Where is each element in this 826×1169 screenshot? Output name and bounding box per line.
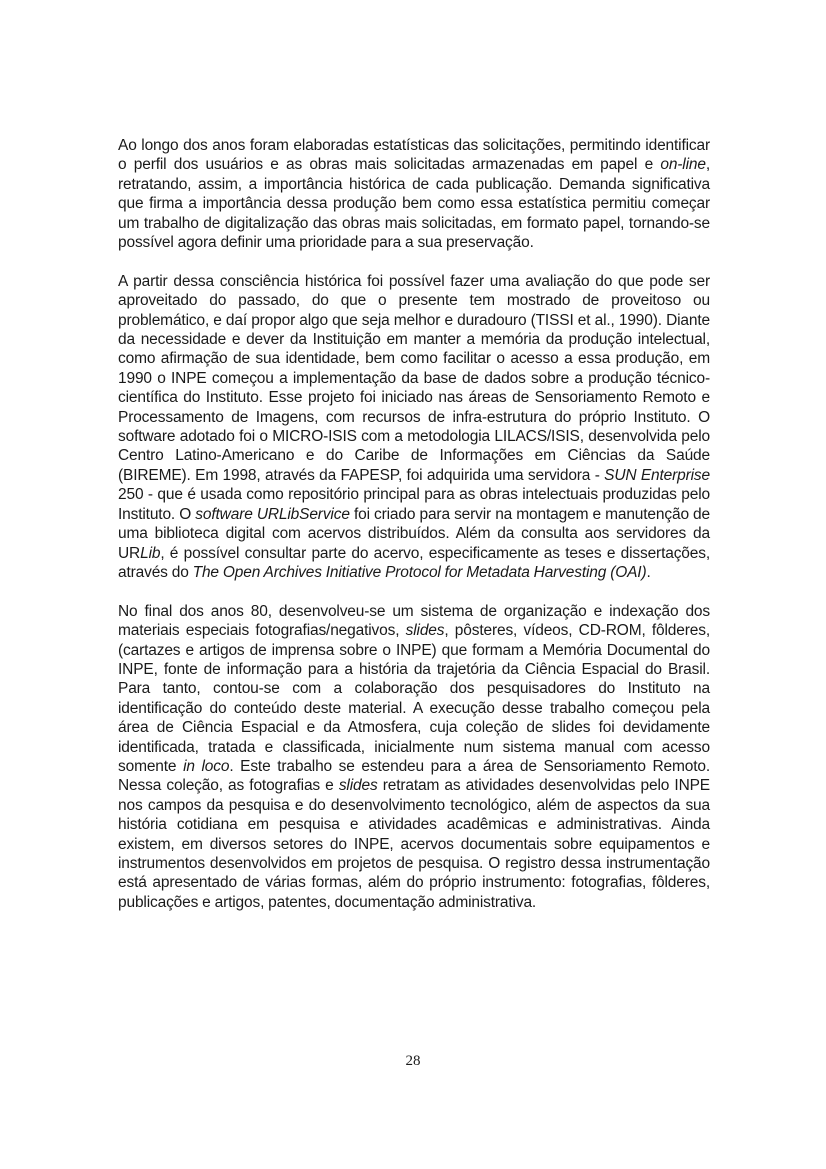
text-run: foi criado para servir na montagem e manutenção de uma biblioteca digital com acervos distribuídos. Além da consulta aos servidores da UR <box>118 505 711 562</box>
text-run: 250 - que é usada como repositório principal para as obras intelectuais produzidas pelo Instituto. O <box>118 486 710 523</box>
paragraph-1 <box>118 136 710 252</box>
italic-text-run: SUN Enterprise <box>604 466 710 484</box>
italic-text-run: software URLibService <box>195 505 350 523</box>
text-run: Ao longo dos anos foram elaboradas estatísticas das solicitações, permitindo identificar o perfil dos usuários e as obras mais solicitadas armazenadas em papel e <box>118 137 710 174</box>
paragraph-2 <box>118 272 710 583</box>
text-run: . <box>646 563 651 581</box>
italic-text-run: Lib <box>140 544 161 562</box>
page-number: 28 <box>405 1053 421 1069</box>
italic-text-run: slides <box>338 777 378 795</box>
italic-text-run: on-line <box>660 156 706 174</box>
text-run: A partir dessa consciência histórica foi possível fazer uma avaliação do que pode ser aproveitado do passado, do que o presente tem mostrado de proveitoso ou problemático, e daí propor algo que seja melhor e duradouro (TISSI et al., 1990). Diante da necessidade e dever da Instituição em manter a memória da produção intelectual, como afirmação de sua identidade, bem como facilitar o acesso a essa produção, em 1990 o INPE começou a implementação da base de dados sobre a produção técnico-científica do Instituto. Esse projeto foi iniciado nas áreas de Sensoriamento Remoto e Processamento de Imagens, com recursos de infra-estrutura do próprio Instituto. O software adotado foi o MICRO-ISIS com a metodologia LILACS/ISIS, desenvolvida pelo Centro Latino-Americano e do Caribe de Informações em Ciências da Saúde (BIREME). Em 1998, através da FAPESP, foi adquirida uma servidora - <box>118 272 710 484</box>
italic-text-run: slides <box>405 622 445 640</box>
italic-text-run: The Open Archives Initiative Protocol for Metadata Harvesting (OAI) <box>192 563 647 581</box>
text-run: No final dos anos 80, desenvolveu-se um sistema de organização e indexação dos materiais especiais fotografias/negativos, <box>118 602 710 640</box>
text-run: , retratando, assim, a importância histórica de cada publicação. Demanda significativa que firma a importância dessa produção bem como essa estatística permitiu começar um trabalho de digitalização das obras mais solicitadas, em formato papel, tornando-se possível agora definir uma prioridade para a sua preservação. <box>118 156 710 252</box>
text-run: . Este trabalho se estendeu para a área de Sensoriamento Remoto. Nessa coleção, as fotografias e <box>118 757 710 795</box>
text-run: retratam as atividades desenvolvidas pelo INPE nos campos da pesquisa e do desenvolvimento tecnológico, além de aspectos da sua história cotidiana em pesquisa e atividades acadêmicas e administrativas. Ainda existem, em diversos setores do INPE, acervos documentais sobre equipamentos e instrumentos desenvolvidos em projetos de pesquisa. O registro dessa instrumentação está apresentado de várias formas, além do próprio instrumento: fotografias, fôlderes, publicações e artigos, patentes, documentação administrativa. <box>118 777 710 911</box>
text-run: , pôsteres, vídeos, CD-ROM, fôlderes, (cartazes e artigos de imprensa sobre o INPE) que formam a Memória Documental do INPE, fonte de informação para a história da trajetória da Ciência Espacial do Brasil. Para tanto, contou-se com a colaboração dos pesquisadores do Instituto na identificação do conteúdo deste material. A execução desse trabalho começou pela área de Ciência Espacial e da Atmosfera, cuja coleção de slides foi devidamente identificada, tratada e classificada, inicialmente num sistema manual com acesso somente <box>118 622 710 775</box>
text-run: , é possível consultar parte do acervo, especificamente as teses e dissertações, através do <box>118 544 710 581</box>
paragraph-3 <box>118 602 710 913</box>
body-text <box>118 136 710 932</box>
italic-text-run: in loco <box>183 757 230 775</box>
